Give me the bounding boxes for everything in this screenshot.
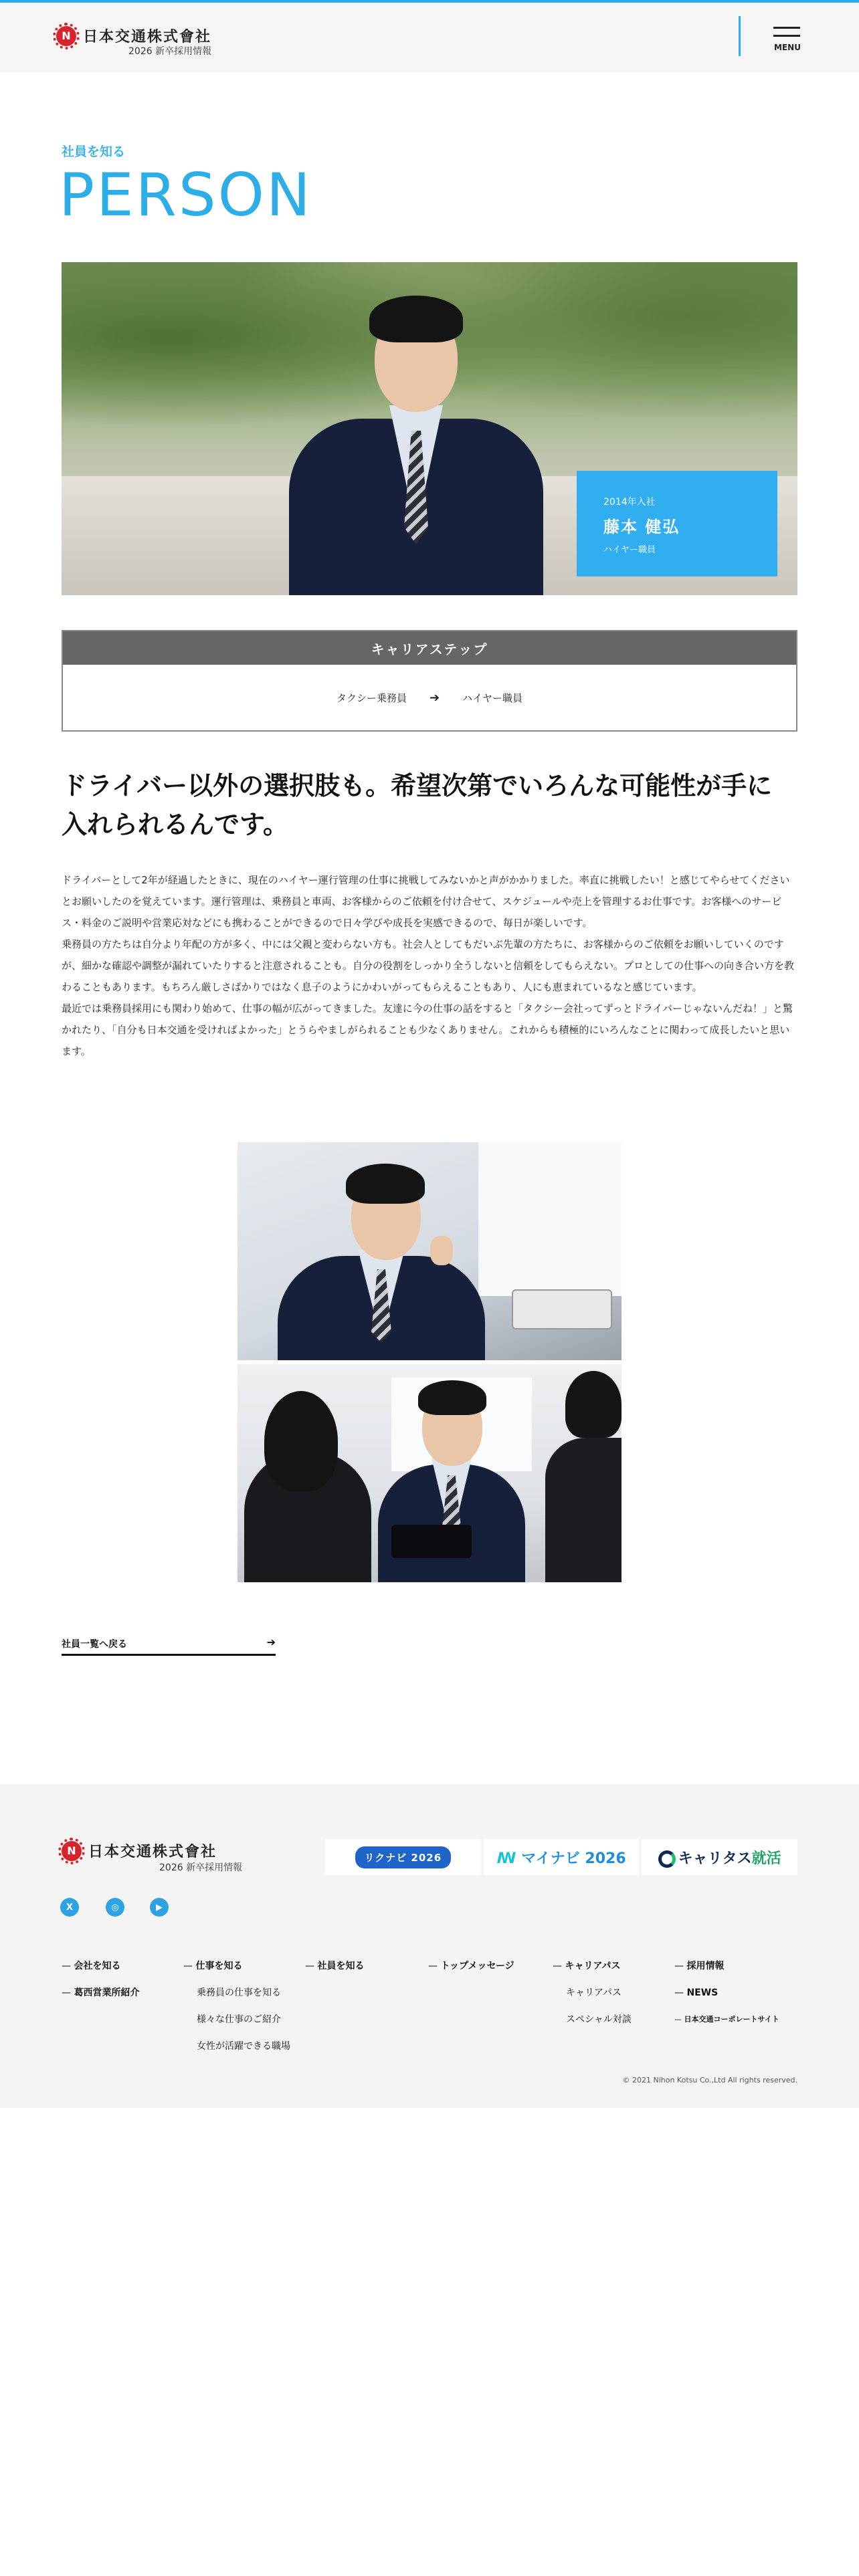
hamburger-icon (773, 27, 800, 29)
logo-subtitle: 2026 新卒採用情報 (128, 46, 212, 57)
footer-link-various-work[interactable]: 様々な仕事のご紹介 (197, 2014, 281, 2025)
footer-link-top-message[interactable]: — トップメッセージ (428, 1953, 514, 1979)
mynavi-banner[interactable]: ꟿ マイナビ 2026 (484, 1839, 640, 1875)
footer-link-career-path-sub[interactable]: キャリアパス (566, 1988, 622, 1998)
page-eyebrow: 社員を知る (62, 144, 126, 159)
footer-logo-subtitle: 2026 新卒採用情報 (159, 1862, 243, 1873)
footer-nav-col-recruit (674, 1953, 779, 2033)
photo-meeting (237, 1364, 622, 1582)
career-step-path (63, 665, 796, 730)
footer-link-person[interactable]: — 社員を知る (305, 1953, 364, 1979)
footer-link-driver-work[interactable]: 乗務員の仕事を知る (197, 1988, 281, 1998)
footer-link-corporate-site[interactable]: — 日本交通コーポレートサイト (674, 2006, 779, 2033)
instagram-icon[interactable]: ◎ (106, 1898, 124, 1917)
footer-link-career-path[interactable]: — キャリアパス (553, 1953, 632, 1979)
article-paragraph: ドライバーとして2年が経過したときに、現在のハイヤー運行管理の仕事に挑戦してみないかと声がかかりました。率直に挑戦したい！と感じてやらせてくださいとお願いしたのを覚えています。運行管理は、乗務員と車両、お客様からのご依頼を付け合せて、スケジュールや売上を管理するお仕事です。お客様へのサービス・料金のご説明や営業応対などにも携わることができるので日々学びや成長を実感できるので、毎日が楽しいです。 (62, 874, 790, 929)
logo-name: 日本交通株式會社 (88, 1844, 217, 1860)
article-headline: ドライバー以外の選択肢も。希望次第でいろんな可能性が手に入れられるんです。 (62, 771, 773, 839)
footer-nav-col-message (428, 1953, 514, 1979)
hire-year: 2014年入社 (603, 497, 656, 508)
footer-link-women-workplace[interactable]: 女性が活躍できる職場 (197, 2041, 290, 2052)
footer-nav-col-career (553, 1953, 632, 2033)
article-body (62, 869, 797, 1062)
career-step-item: ハイヤー職員 (462, 691, 523, 704)
footer-link-work[interactable]: — 仕事を知る (183, 1953, 290, 1979)
logo-name: 日本交通株式會社 (83, 29, 212, 45)
caritasu-logo-icon (658, 1850, 676, 1868)
footer-logo[interactable] (62, 1840, 217, 1861)
employee-job: ハイヤー職員 (603, 545, 656, 555)
article-paragraph: 最近では乗務員採用にも関わり始めて、仕事の幅が広がってきました。友達に今の仕事の話をすると「タクシー会社ってずっとドライバーじゃないんだね！」と驚かれたり、「自分も日本交通を受ければよかった」とうらやましがられることも少なくありません。これからも積極的にいろんなことに関わって成長したいと思います。 (62, 1002, 793, 1057)
back-to-list-link[interactable] (62, 1636, 276, 1656)
logo-mark-icon: N (56, 26, 76, 46)
footer-link-news[interactable]: — NEWS (674, 1979, 779, 2006)
career-step-item: タクシー乗務員 (336, 691, 407, 704)
footer-link-kasai-office[interactable]: — 葛西営業所紹介 (62, 1979, 139, 2006)
career-step-box (62, 630, 797, 732)
footer-nav-col-work (183, 1953, 290, 2060)
copyright: © 2021 Nihon Kotsu Co.,Ltd All rights reserved. (622, 2076, 797, 2084)
article-paragraph: 乗務員の方たちは自分より年配の方が多く、中には父親と変わらない方も。社会人としてもだいぶ先輩の方たちに、お客様からのご依頼をお願いしていくのですが、細かな確認や調整が漏れていたりすると注意されることも。自分の役割をしっかり全うしないと信頼をしてもらえない。プロとしての仕事への向き合い方を教わることもあります。もちろん厳しさばかりではなく息子のようにかわいがってもらえることもあり、人にも恵まれているなと感じています。 (62, 938, 795, 993)
caritasu-banner[interactable]: キャリタス就活 (642, 1839, 797, 1875)
arrow-right-icon: ➔ (429, 690, 440, 705)
youtube-icon[interactable]: ▶ (150, 1898, 169, 1917)
career-step-heading: キャリアステップ (63, 631, 796, 665)
employee-portrait (282, 278, 550, 595)
back-link-label: 社員一覧へ戻る (62, 1639, 127, 1650)
site-footer (0, 1784, 859, 2108)
employee-name: 藤本 健弘 (603, 518, 680, 536)
footer-link-special-talk[interactable]: スペシャル対談 (566, 2014, 632, 2025)
site-logo[interactable] (56, 25, 211, 46)
rikunabi-banner[interactable]: リクナビ 2026 (325, 1839, 481, 1875)
footer-link-recruit[interactable]: — 採用情報 (674, 1953, 779, 1979)
footer-link-company[interactable]: — 会社を知る (62, 1953, 139, 1979)
menu-label: MENU (774, 43, 801, 52)
arrow-right-icon: ➔ (266, 1636, 276, 1648)
page-title: PERSON (59, 160, 312, 229)
employee-name-card (577, 471, 777, 576)
footer-nav-col-company (62, 1953, 139, 2006)
x-icon[interactable]: X (60, 1898, 79, 1917)
menu-button[interactable] (771, 25, 804, 55)
footer-nav-col-person (305, 1953, 364, 1979)
photo-on-phone (237, 1142, 622, 1360)
hamburger-icon (773, 35, 800, 37)
menu-divider (739, 16, 741, 56)
logo-mark-icon: N (62, 1841, 82, 1861)
job-site-banners (325, 1839, 797, 1875)
